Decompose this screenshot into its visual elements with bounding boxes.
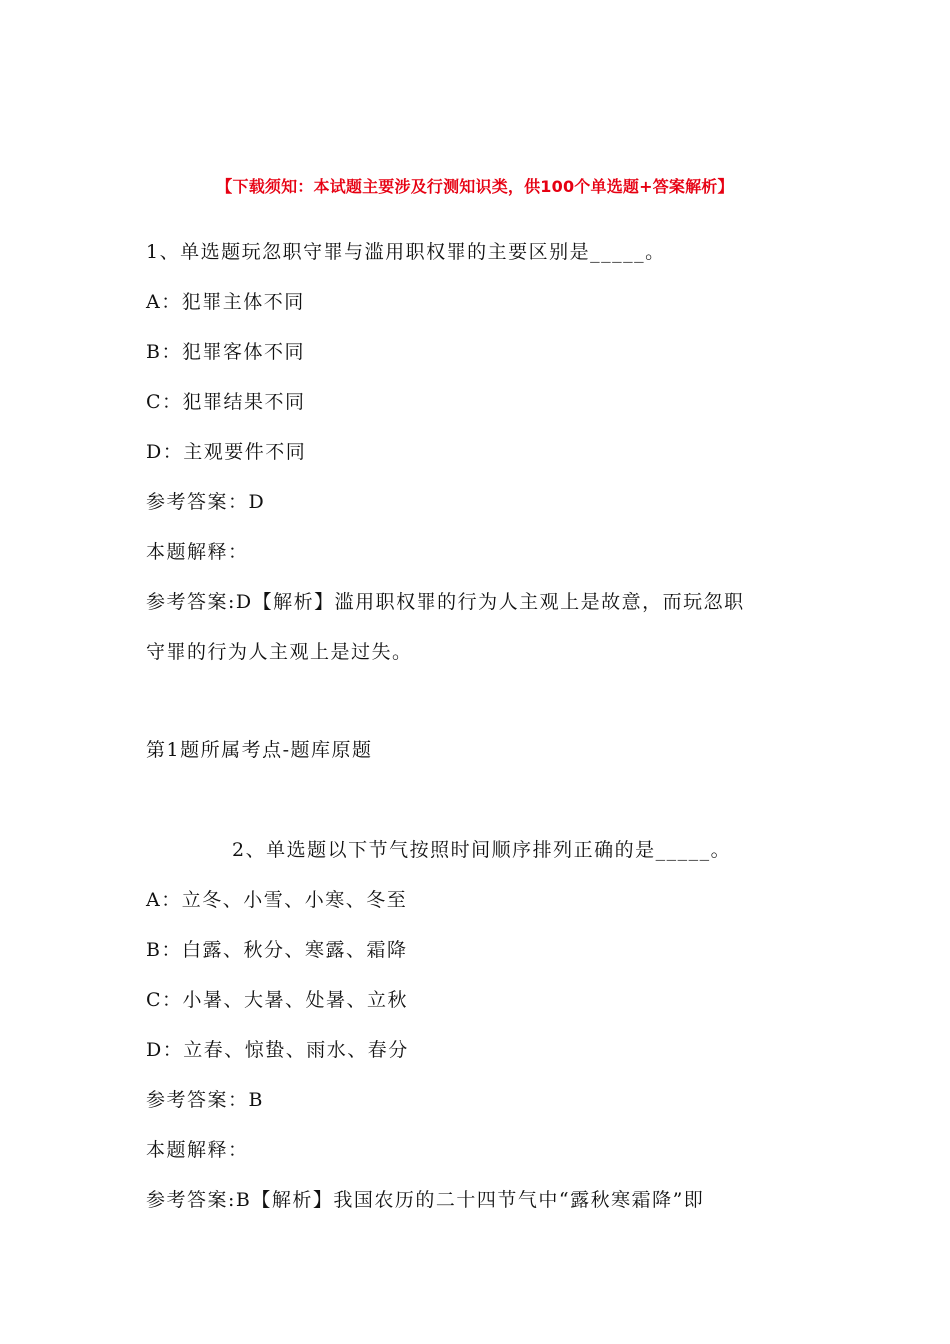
question-1-option-a: A：犯罪主体不同	[146, 291, 305, 313]
question-2-option-c: C：小暑、大暑、处暑、立秋	[146, 989, 409, 1011]
question-1-explanation-label: 本题解释：	[146, 541, 249, 563]
question-1-answer: 参考答案：D	[146, 491, 266, 513]
question-2-option-d: D：立春、惊蛰、雨水、春分	[146, 1039, 409, 1061]
question-1-option-b: B：犯罪客体不同	[146, 341, 305, 363]
question-1-explanation-line-2: 守罪的行为人主观上是过失。	[146, 641, 413, 663]
question-2-explanation-line-1: 参考答案:B【解析】我国农历的二十四节气中“露秋寒霜降”即	[146, 1189, 705, 1211]
question-2-text: 2、单选题以下节气按照时间顺序排列正确的是_____。	[232, 839, 732, 861]
question-2-option-a: A：立冬、小雪、小寒、冬至	[146, 889, 408, 911]
download-notice: 【下载须知：本试题主要涉及行测知识类，供100个单选题+答案解析】	[216, 177, 734, 196]
question-1-topic: 第1题所属考点-题库原题	[146, 739, 373, 761]
question-2-option-b: B：白露、秋分、寒露、霜降	[146, 939, 408, 961]
question-2-explanation-label: 本题解释：	[146, 1139, 249, 1161]
question-1-explanation-line-1: 参考答案:D【解析】滥用职权罪的行为人主观上是故意，而玩忽职	[146, 591, 745, 613]
question-1-option-d: D：主观要件不同	[146, 441, 307, 463]
question-2-answer: 参考答案：B	[146, 1089, 264, 1111]
question-1-option-c: C：犯罪结果不同	[146, 391, 306, 413]
question-1-text: 1、单选题玩忽职守罪与滥用职权罪的主要区别是_____。	[146, 241, 666, 263]
